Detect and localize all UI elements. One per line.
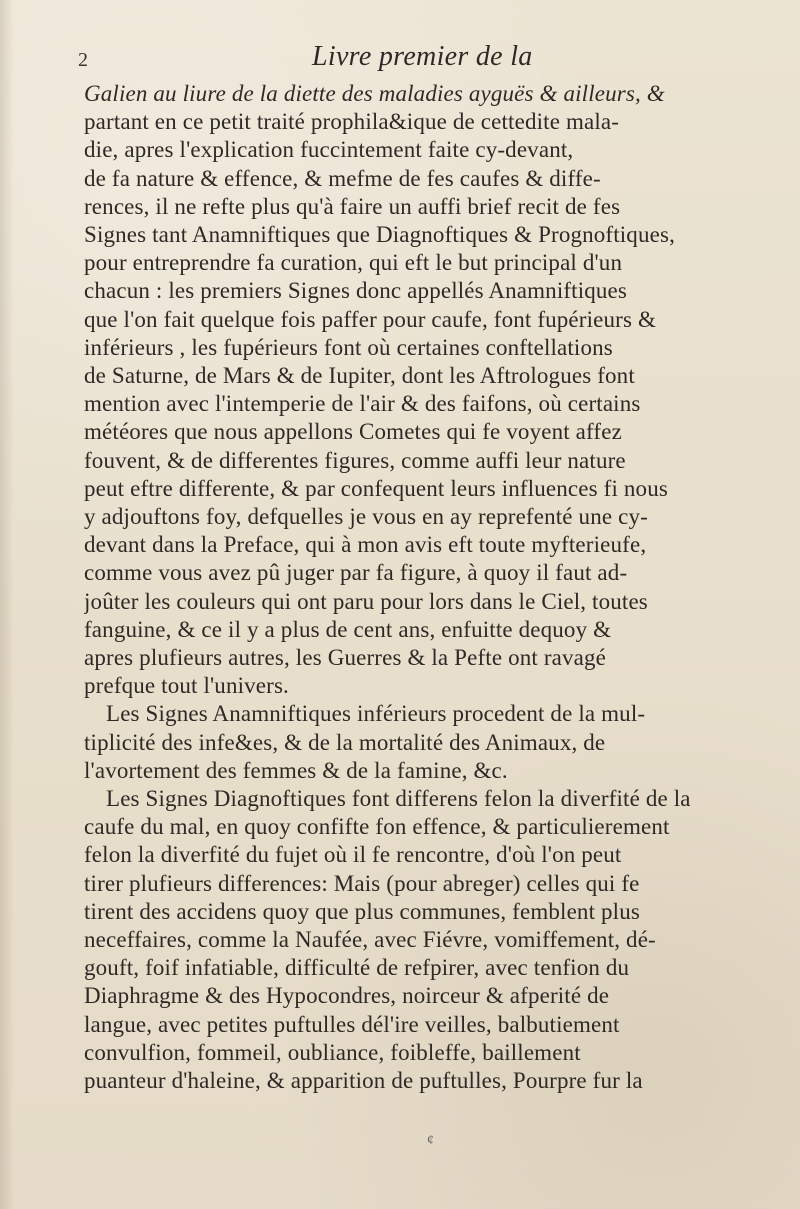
text-line: gouft, foif infatiable, difficulté de refpirer, avec tenfion du bbox=[84, 955, 630, 981]
text-line: que l'on fait quelque fois paffer pour caufe, font fupérieurs & bbox=[84, 306, 656, 332]
page-number: 2 bbox=[78, 49, 89, 71]
text-line: mention avec l'intemperie de l'air & des faifons, où certains bbox=[84, 391, 641, 417]
text-line: felon la diverfité du fujet où il fe rencontre, d'où l'on peut bbox=[84, 842, 622, 868]
text-line: partant en ce petit traité prophila&ique de cettedite mala- bbox=[84, 109, 620, 135]
text-line: die, apres l'explication fuccintement faite cy-devant, bbox=[84, 137, 574, 163]
page-gutter-shadow bbox=[0, 0, 14, 1209]
running-head: Livre premier de la bbox=[312, 41, 533, 72]
text-line: pour entreprendre fa curation, qui eft le but principal d'un bbox=[84, 250, 623, 276]
text-line: tiplicité des infe&es, & de la mortalité des Animaux, de bbox=[84, 729, 606, 755]
text-line: puanteur d'haleine, & apparition de puftulles, Pourpre fur la bbox=[84, 1068, 643, 1093]
text-line: devant dans la Preface, qui à mon avis eft toute myfterieufe, bbox=[84, 532, 647, 558]
paragraph-line: Les Signes Anamniftiques inférieurs procedent de la mul- bbox=[106, 701, 646, 727]
text-line: météores que nous appellons Cometes qui fe voyent affez bbox=[84, 419, 622, 445]
text-line: prefque tout l'univers. bbox=[84, 673, 289, 699]
text-line: langue, avec petites puftulles dél'ire veilles, balbutiement bbox=[84, 1011, 620, 1037]
text-line: y adjouftons foy, defquelles je vous en ay reprefenté une cy- bbox=[84, 504, 648, 529]
text-line: chacun : les premiers Signes donc appellés Anamniftiques bbox=[84, 278, 628, 304]
text-line: tirer plufieurs differences: Mais (pour abreger) celles qui fe bbox=[84, 870, 640, 896]
text-line: de Saturne, de Mars & de Iupiter, dont les Aftrologues font bbox=[84, 363, 635, 388]
paragraph-line: Les Signes Diagnoftiques font differens felon la diverfité de la bbox=[106, 786, 691, 811]
text-line: Diaphragme & des Hypocondres, noirceur & afperité de bbox=[84, 983, 610, 1009]
text-line: rences, il ne refte plus qu'à faire un auffi brief recit de fes bbox=[84, 193, 621, 219]
text-line: joûter les couleurs qui ont paru pour lors dans le Ciel, toutes bbox=[84, 588, 648, 614]
text-line: apres plufieurs autres, les Guerres & la Pefte ont ravagé bbox=[84, 645, 607, 670]
text-line: Galien au liure de la diette des maladies ayguës & ailleurs, & bbox=[84, 81, 665, 106]
text-line: fouvent, & de differentes figures, comme auffi leur nature bbox=[84, 447, 626, 473]
text-line: comme vous avez pû juger par fa figure, à quoy il faut ad- bbox=[84, 560, 628, 586]
text-line: neceffaires, comme la Naufée, avec Fiévre, vomiffement, dé- bbox=[84, 927, 656, 952]
text-line: caufe du mal, en quoy confifte fon effence, & particulierement bbox=[84, 814, 670, 840]
body-text bbox=[84, 80, 762, 1108]
text-line: Signes tant Anamniftiques que Diagnoftiques & Prognoftiques, bbox=[84, 222, 675, 247]
text-line: peut eftre differente, & par confequent leurs influences fi nous bbox=[84, 475, 668, 501]
text-line: tirent des accidens quoy que plus communes, femblent plus bbox=[84, 898, 640, 924]
footer-mark: ¢ bbox=[427, 1133, 434, 1148]
text-line: inférieurs , les fupérieurs font où certaines conftellations bbox=[84, 334, 613, 360]
text-line: l'avortement des femmes & de la famine, &c. bbox=[84, 757, 508, 783]
text-line: fanguine, & ce il y a plus de cent ans, enfuitte dequoy & bbox=[84, 616, 612, 642]
text-line: convulfion, fommeil, oubliance, foibleffe, baillement bbox=[84, 1039, 581, 1065]
text-line: de fa nature & effence, & mefme de fes caufes & diffe- bbox=[84, 165, 601, 191]
